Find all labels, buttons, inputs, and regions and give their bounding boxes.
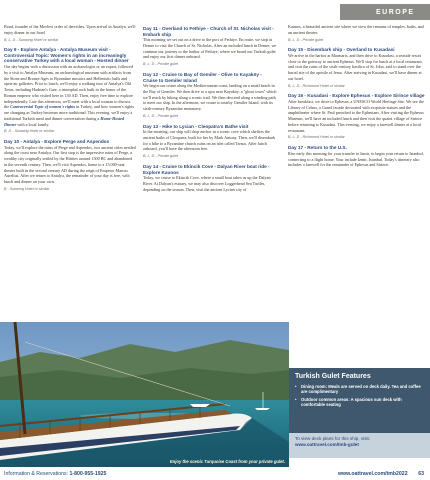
gulet-features-box — [289, 368, 430, 433]
day-14-text: Today, we cruise to Ekincik Cove, where a small boat takes us up the Dalyan River. At Dalyan's estuary, we may also discover Loggerhead Sea Turtles, depending on the season. Then, visit the ancient Lycian city of — [143, 175, 271, 192]
meals-line: B, L, D - Richmond Hotel or similar — [288, 83, 345, 88]
day-14-continued: Kaunos, a beautiful ancient site where we view the remains of temples, baths, and an ancient theater. — [288, 24, 424, 35]
column-1 — [4, 24, 136, 197]
gulet-scene-illustration — [0, 322, 289, 467]
phone-number[interactable]: 1-800-955-1925 — [69, 470, 107, 477]
day-15-text: We arrive in the harbor at Marmaris, and then drive to Kusadasi, a seaside resort close to the gateway to ancient Ephesus. We'll stop for lunch at a local restaurant, and visit the ruins of the sixth-century basilica of St. John, said to stand over the burial site of the apostle of Jesus. After arriving in Kusadasi, we'll have dinner at our hotel. — [288, 52, 423, 81]
day-13-title: Day 13 - Hike to Lycian - Cleopatra's Bathe visit — [143, 123, 249, 129]
deck-plans-box — [289, 433, 430, 458]
meals-line: B, L, D - Private gulet — [288, 37, 324, 42]
meals-line: B, L, D - Private gulet — [143, 154, 179, 159]
day-10-text: Today, we'll explore the ruins of Perge and Aspendos, two ancient cities nestled along the coast near Antalya. Our first stop is the impressive ruins of Perge, a wealthy city originally settled by the Hittites around 1500 BC and abandoned in the seventh century. Then, we'll visit Aspendos, home to a 15,000-seat theater built in the second century AD during the reign of Emperor Marcus Aurelius. After we return to Antalya, the remainder of your day is free, with lunch and dinner on your own. — [4, 144, 136, 185]
features-title: Turkish Gulet Features — [295, 373, 371, 380]
reservations-info: Information & Reservations: 1-800-955-1925 — [4, 470, 107, 477]
intro-text: Bond, founder of the Mevlevi order of dervishes. Upon arrival in Antalya, we'll enjoy dinner in our hotel — [4, 24, 136, 35]
page-footer — [0, 467, 430, 480]
meals-line: B, L, D - Private gulet — [143, 113, 179, 118]
meals-line: B - Sunwing Hotel or similar — [4, 186, 50, 191]
footer-url[interactable]: www.oattravel.com/tmb2022 — [338, 470, 408, 477]
day-11-title: Day 11 - Overland to Fethiye - Church of St. Nicholas visit - Embark ship — [143, 26, 274, 37]
gulet-photo — [0, 322, 289, 467]
day-14-title: Day 14 - Cruise to Ekincik Cove - Dalyan River boat ride - Explore Kaunos — [143, 163, 270, 175]
day-17-text: Rise early this morning for your transfer to Izmir, to begin your return to Istanbul, connecting to a flight home. Your include Izmir, Istanbul. Today's itinerary also includes a farewell for the remainder of Ephesus and Sirince. — [288, 150, 424, 168]
features-list — [295, 384, 424, 408]
day-9-text: Our day begins with a discussion with an archaeologist or an expert, followed by a visit to Antalya Museum, an archaeological museum with artifacts from the Stone and Bronze Ages to Byzantine mosaics and Hellenistic halls and open-air galleries. Prior to lunch, we'll enjoy a walking tour of Antalya's Old Town, including Hadrian's Gate, a triumphal arch built in the honor of the Roman emperor who visited here in 130 AD. Then, enjoy free time to explore independently. Late this afternoon, we'll meet with a local woman to discuss the Controversial Topic of women's rights in Turkey, and how women's rights are changing as Turkey becomes more traditional. This evening, we'll enjoy a traditional Turkish meal and dinner conversation during a Home-Hosted Dinner with a local family. — [4, 64, 135, 127]
feature-item: • Dining room: Meals are served on deck daily. Tea and coffee are complimentary — [295, 384, 424, 395]
day-16-title: Day 16 - Kusadasi - Explore Ephesus - Explore Sirince village — [288, 93, 425, 99]
top-band — [0, 0, 430, 22]
region-tab: EUROPE — [340, 4, 430, 20]
column-3 — [288, 24, 426, 170]
meals-line: B, L, D - Richmond Hotel or similar — [288, 135, 345, 140]
column-2 — [143, 24, 277, 194]
day-10-title: Day 10 - Antalya - Explore Perge and Aspendos — [4, 139, 110, 145]
day-12-title: Day 12 - Cruise to Bay of Gemiler - Olive to Kayaköy - Cruise to Gemiler Island — [143, 71, 262, 83]
meals-line: B, L, D - Sunwing Hotel or similar — [4, 37, 59, 42]
day-15-title: Day 15 - Disembark ship - Overland to Kusadasi — [288, 47, 395, 53]
meals-line: B, L, D - Private gulet — [143, 62, 179, 67]
day-9-title: Day 9 - Explore Antalya - Antalya Museum visit - Controversial Topic: Women's rights in an increasingly conservative Turkey with a local woman - Hosted dinner — [4, 47, 129, 64]
deck-plans-link[interactable]: www.oattravel.com/tmb-gulet — [295, 442, 359, 447]
day-11-text: This morning we set out on a drive to the port of Fethiye. En route, we stop at Demre to visit the Church of St. Nicholas. After an included lunch in Demre, we continue our journey to the harbor of Fethiye, where we board our Turkish gulet and enjoy our first dinner onboard. — [143, 37, 277, 60]
day-13-text: In the morning, our ship will drop anchor in a scenic cove which shelters the ancient baths of Cleopatra, built for her by Mark Antony. Then, we'll disembark for a hike to a Byzantine church ruins on an islet called Tarsus. After lunch onboard, you'll have the afternoon free. — [143, 129, 276, 152]
photo-caption: Enjoy the scenic Turquoise Coast from your private gulet. — [169, 459, 285, 464]
day-12-text: We begin our cruise along the Mediterranean coast, landing on a small beach in the Bay of Gemiler. We then drive to a spot near Kayaköy, a "ghost town" which we'll reach by hiking along a scenic trail. We then descend along a winding path to meet our ship. In the afternoon, we cruise to nearby Gemiler Island, with its sixth-century Byzantine monastery. — [143, 83, 277, 112]
deck-plans-text: To view deck plans for this ship, visit: — [295, 436, 371, 441]
day-17-title: Day 17 - Return to the U.S. — [288, 145, 347, 151]
day-16-text: After breakfast, we drive to Ephesus, a UNESCO World Heritage Site. We see the Library of Celsus, a Grand facade decorated with exquisite statues and the amphitheater where St. Paul preached to the Ephesians. After visiting the Ephesus Museum, we'll have an included lunch and then visit the quaint village of Sirince before returning to Kusadasi. This evening, we enjoy a farewell dinner at a local restaurant. — [288, 98, 424, 133]
feature-item: • Outdoor common areas: A spacious sun deck with comfortable seating — [295, 397, 424, 408]
meals-line: B, D - Sunwing Hotel or similar — [4, 129, 55, 134]
page-number: 63 — [418, 470, 424, 477]
